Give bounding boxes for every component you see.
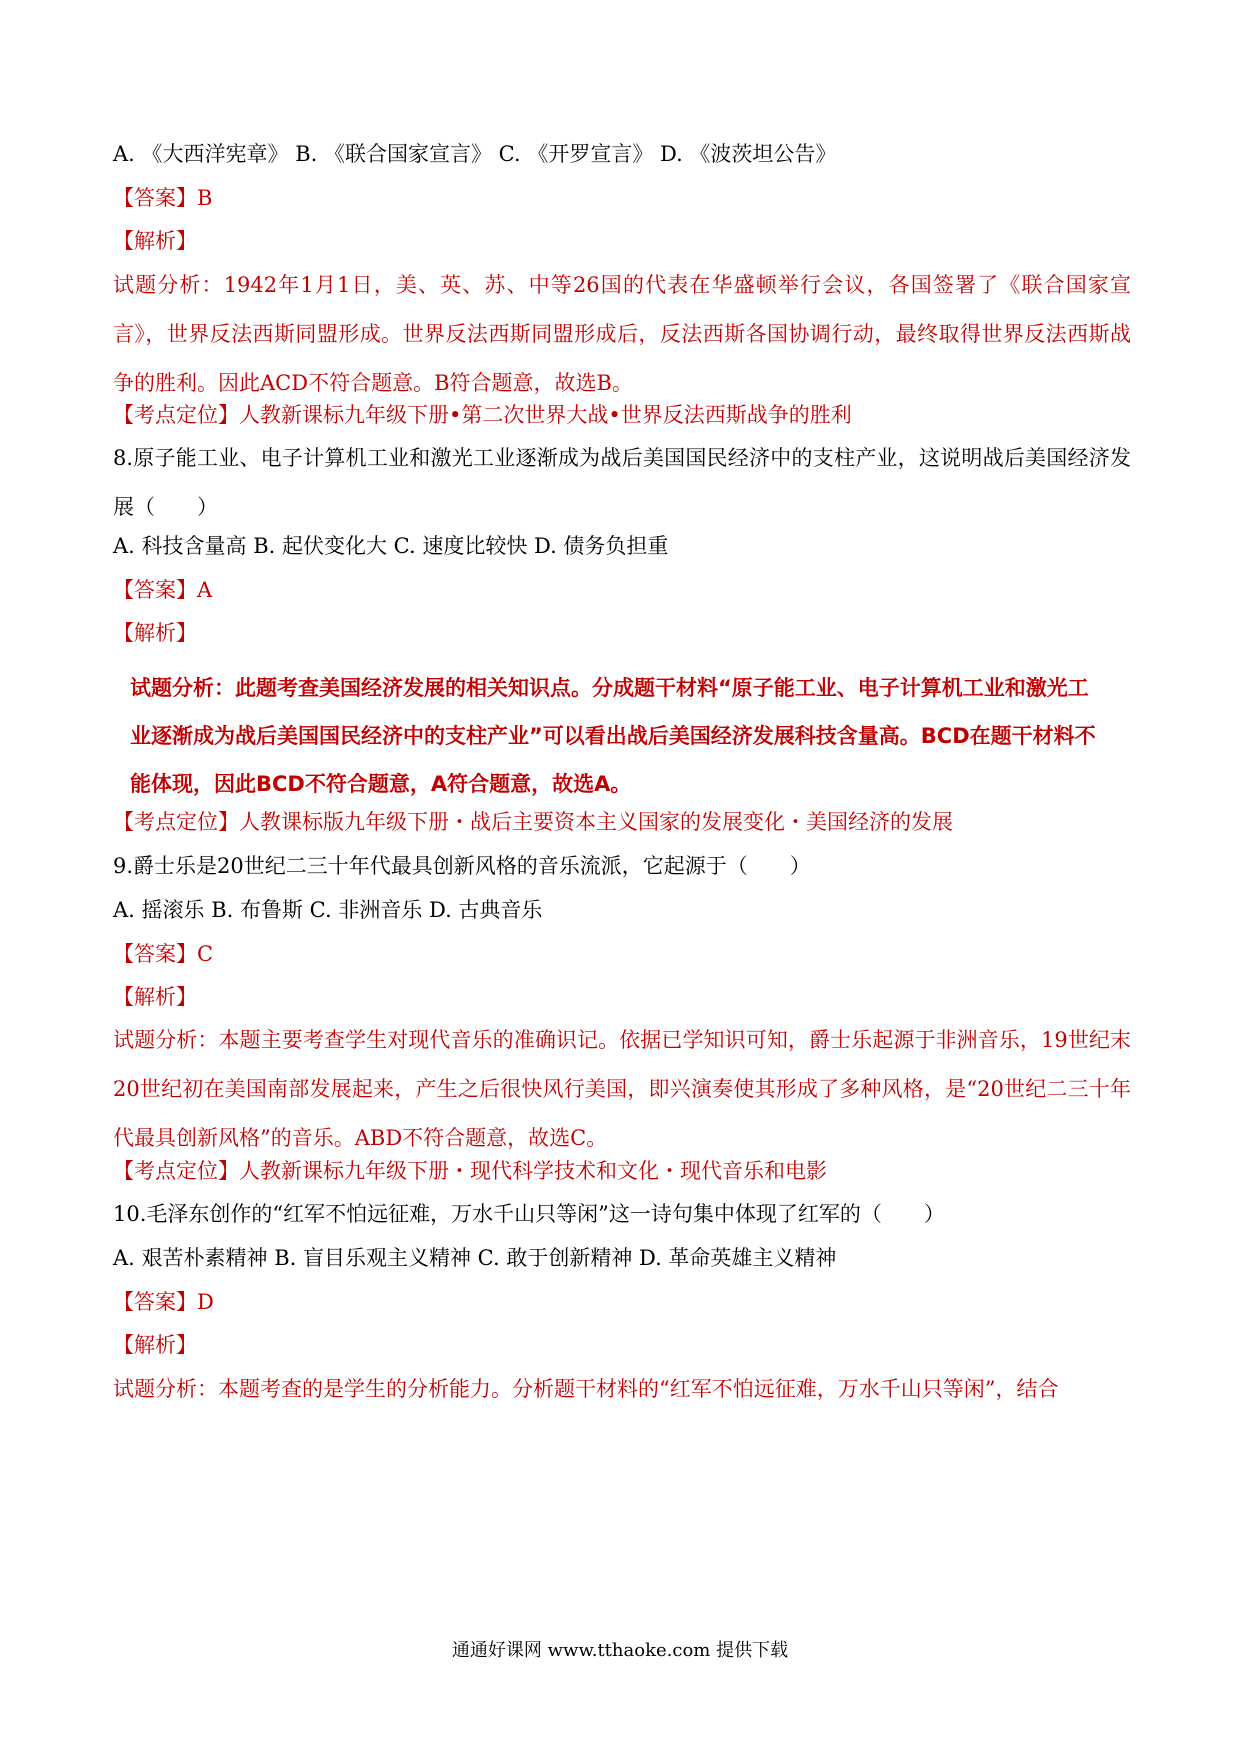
q7-options: A. 《大西洋宪章》 B. 《联合国家宣言》 C. 《开罗宣言》 D. 《波茨坦公告》 [113, 142, 837, 166]
q9-answer-value: C [197, 942, 214, 966]
q9-question: 9.爵士乐是20世纪二三十年代最具创新风格的音乐流派，它起源于（ ） [113, 854, 811, 878]
q8-answer-value: A [197, 578, 213, 602]
q10-analysis-text: 试题分析：本题考查的是学生的分析能力。分析题干材料的“红军不怕远征难，万水千山只等闲”，结合 [113, 1377, 1059, 1401]
q9-options: A. 摇滚乐 B. 布鲁斯 C. 非洲音乐 D. 古典音乐 [113, 898, 543, 922]
q9-analysis-label: 【解析】 [113, 985, 197, 1009]
q9-answer [113, 939, 1133, 969]
q7-answer-label: 【答案】 [113, 186, 197, 210]
q7-analysis-text: 试题分析：1942年1月1日，美、英、苏、中等26国的代表在华盛顿举行会议，各国签署了《联合国家宣言》，世界反法西斯同盟形成。世界反法西斯同盟形成后，反法西斯各国协调行动，最终取得世界反法西斯战争的胜利。因此ACD不符合题意。B符合题意，故选B。 [113, 273, 1131, 395]
q8-options: A. 科技含量高 B. 起伏变化大 C. 速度比较快 D. 债务负担重 [113, 534, 669, 558]
q9-answer-label: 【答案】 [113, 942, 197, 966]
q10-analysis-label: 【解析】 [113, 1333, 197, 1357]
q10-options: A. 艰苦朴素精神 B. 盲目乐观主义精神 C. 敢于创新精神 D. 革命英雄主义精神 [113, 1246, 837, 1270]
q8-kaodian: 【考点定位】人教课标版九年级下册・战后主要资本主义国家的发展变化・美国经济的发展 [113, 810, 953, 834]
q10-answer [113, 1287, 1133, 1317]
q8-answer [113, 575, 1133, 605]
q8-analysis-label: 【解析】 [113, 621, 197, 645]
q8-question: 8.原子能工业、电子计算机工业和激光工业逐渐成为战后美国国民经济中的支柱产业，这说明战后美国经济发展（ ） [113, 446, 1131, 519]
q8-answer-label: 【答案】 [113, 578, 197, 602]
q9-analysis-text: 试题分析：本题主要考查学生对现代音乐的准确识记。依据已学知识可知，爵士乐起源于非洲音乐，19世纪末20世纪初在美国南部发展起来，产生之后很快风行美国，即兴演奏使其形成了多种风格，是“20世纪二三十年代最具创新风格”的音乐。ABD不符合题意，故选C。 [113, 1028, 1131, 1150]
q8-analysis-text: 试题分析：此题考查美国经济发展的相关知识点。分成题干材料“原子能工业、电子计算机工业和激光工业逐渐成为战后美国国民经济中的支柱产业”可以看出战后美国经济发展科技含量高。BCD在题干材料不能体现，因此BCD不符合题意，A符合题意，故选A。 [130, 676, 1096, 796]
q10-question: 10.毛泽东创作的“红军不怕远征难，万水千山只等闲”这一诗句集中体现了红军的（ ） [113, 1202, 945, 1226]
q10-answer-value: D [197, 1290, 214, 1314]
q7-analysis-label: 【解析】 [113, 229, 197, 253]
q7-answer-value: B [197, 186, 213, 210]
page-footer: 通通好课网 www.tthaoke.com 提供下载 [451, 1640, 789, 1661]
q7-kaodian: 【考点定位】人教新课标九年级下册•第二次世界大战•世界反法西斯战争的胜利 [113, 403, 852, 427]
q9-kaodian: 【考点定位】人教新课标九年级下册・现代科学技术和文化・现代音乐和电影 [113, 1159, 827, 1183]
q7-answer [113, 183, 1133, 213]
q10-answer-label: 【答案】 [113, 1290, 197, 1314]
